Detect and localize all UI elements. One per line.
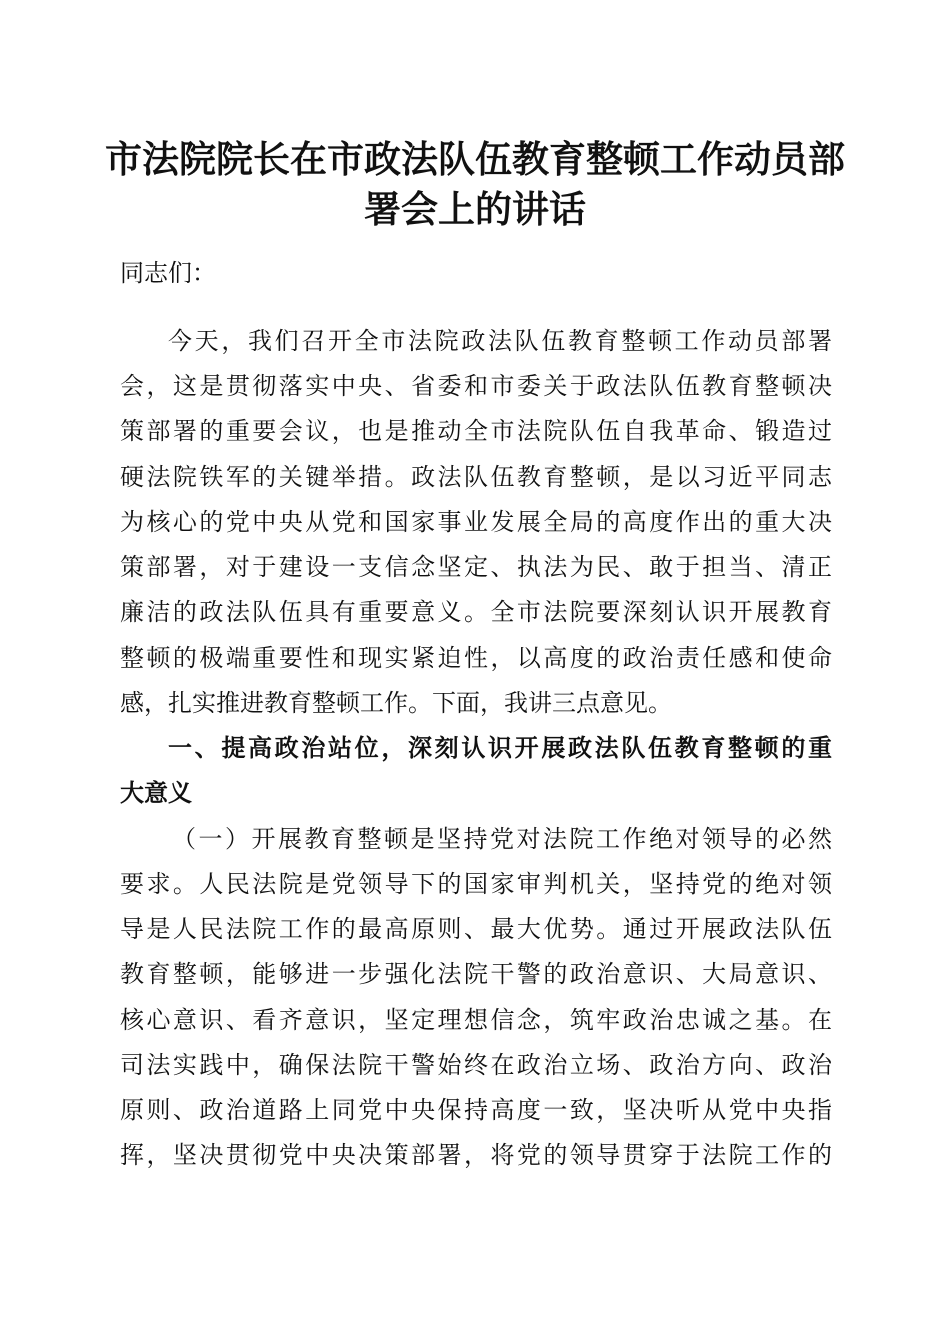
heading-line: 一、提高政治站位，深刻认识开展政法队伍教育整顿的重 [168,733,832,762]
paragraph-line: 原则、政治道路上同党中央保持高度一致，坚决听从党中央指 [120,1096,832,1124]
paragraph-line: 核心意识、看齐意识，坚定理想信念，筑牢政治忠诚之基。在 [120,1006,832,1034]
paragraph-line: 廉洁的政法队伍具有重要意义。全市法院要深刻认识开展教育 [120,598,832,626]
paragraph-line: 今天，我们召开全市法院政法队伍教育整顿工作动员部署 [168,327,832,355]
paragraph-line: （一）开展教育整顿是坚持党对法院工作绝对领导的必然 [172,825,832,853]
paragraph-line: 硬法院铁军的关键举措。政法队伍教育整顿，是以习近平同志 [120,463,832,491]
paragraph-line: 会，这是贯彻落实中央、省委和市委关于政法队伍教育整顿决 [120,372,832,400]
paragraph-line: 策部署，对于建设一支信念坚定、执法为民、敢于担当、清正 [120,553,832,581]
paragraph-line: 要求。人民法院是党领导下的国家审判机关，坚持党的绝对领 [120,870,832,898]
paragraph-line: 教育整顿，能够进一步强化法院干警的政治意识、大局意识、 [120,960,832,988]
document-title [100,134,850,234]
title-line: 市法院院长在市政法队伍教育整顿工作动员部 [105,137,845,181]
paragraph-line: 整顿的极端重要性和现实紧迫性，以高度的政治责任感和使命 [120,644,832,672]
title-line: 署会上的讲话 [364,187,586,231]
paragraph-line: 挥，坚决贯彻党中央决策部署，将党的领导贯穿于法院工作的 [120,1141,832,1169]
paragraph-line: 感，扎实推进教育整顿工作。下面，我讲三点意见。 [120,689,672,717]
paragraph-line: 司法实践中，确保法院干警始终在政治立场、政治方向、政治 [120,1051,832,1079]
paragraph-line: 为核心的党中央从党和国家事业发展全局的高度作出的重大决 [120,508,832,536]
heading-line: 大意义 [120,778,192,807]
paragraph-line: 策部署的重要会议，也是推动全市法院队伍自我革命、锻造过 [120,417,832,445]
salutation: 同志们： [120,259,216,287]
paragraph-line: 导是人民法院工作的最高原则、最大优势。通过开展政法队伍 [120,915,832,943]
